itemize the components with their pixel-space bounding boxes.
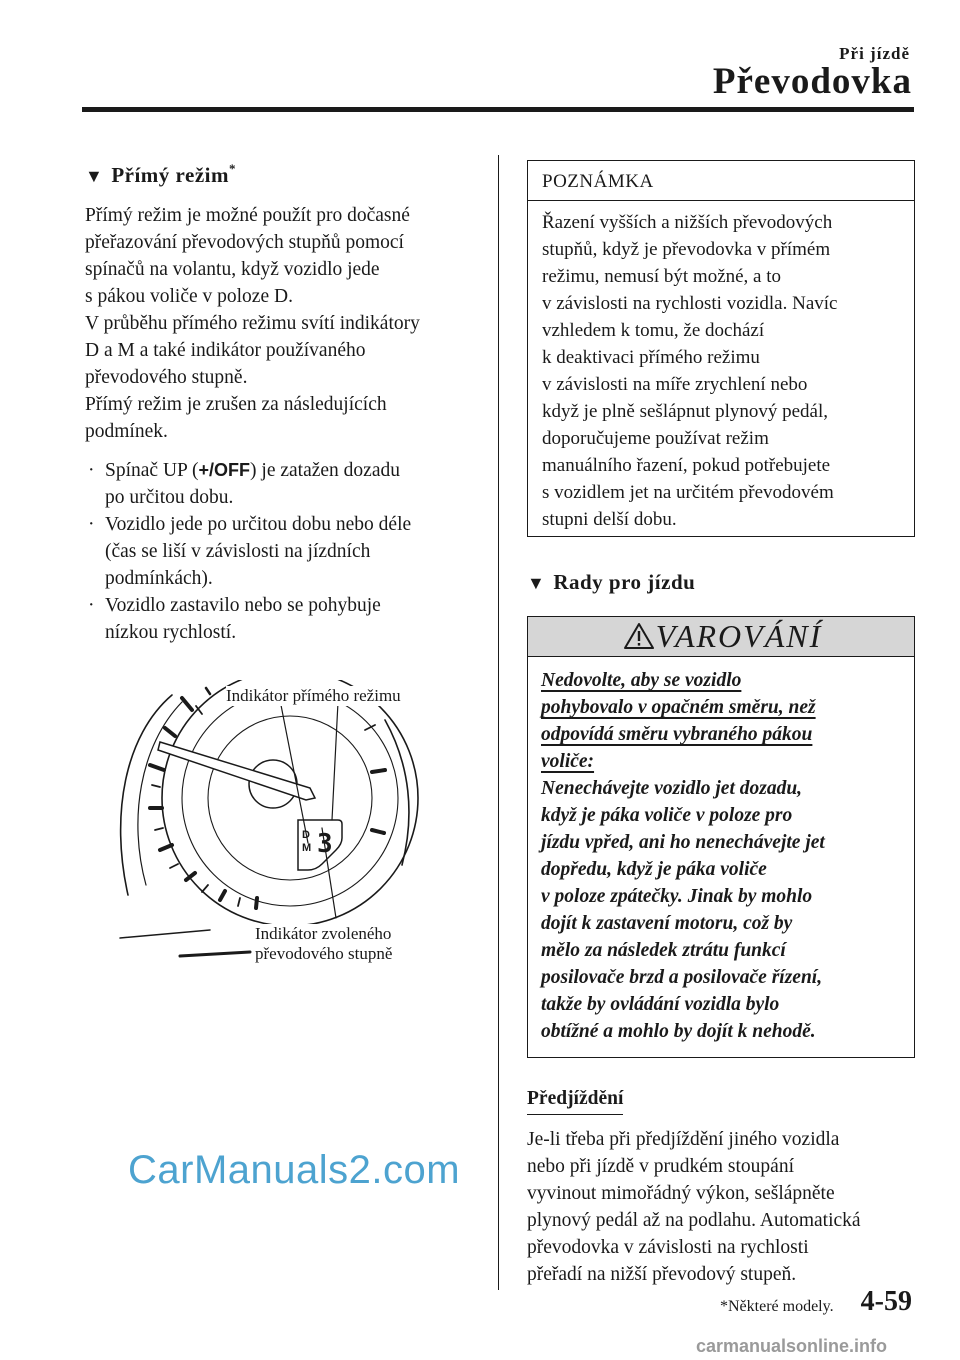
direct-mode-indicator-label: Indikátor přímého režimu bbox=[226, 686, 401, 705]
note-body bbox=[528, 201, 914, 533]
text-line: s vozidlem jet na určitém převodovém bbox=[542, 482, 834, 503]
text-line: když je plně sešlápnut plynový pedál, bbox=[542, 401, 828, 422]
warning-emphasis-line: Nedovolte, aby se vozidlo bbox=[541, 670, 742, 691]
warning-line: takže by ovládání vozidla bylo bbox=[541, 994, 780, 1015]
bullet-dot-icon: · bbox=[88, 460, 95, 481]
left-column bbox=[85, 163, 480, 646]
plus-off-key-icon: +/OFF bbox=[198, 460, 251, 480]
warning-box bbox=[527, 616, 915, 1058]
chapter-title: Převodovka bbox=[712, 61, 912, 102]
warning-emphasis-line: odpovídá směru vybraného pákou bbox=[541, 724, 813, 745]
text-line: stupňů, když je převodovka v přímém bbox=[542, 239, 831, 260]
text-line: převodového stupně. bbox=[85, 367, 248, 388]
bullet-text: po určitou dobu. bbox=[105, 487, 234, 508]
bullet-text: podmínkách). bbox=[105, 568, 213, 589]
text-line: v závislosti na míře zrychlení nebo bbox=[542, 374, 808, 395]
triangle-marker-icon: ▼ bbox=[527, 573, 546, 593]
text-line: v závislosti na rychlosti vozidla. Navíc bbox=[542, 293, 838, 314]
gear-indicator-label-line2: převodového stupně bbox=[255, 944, 393, 963]
bullet-dot-icon: · bbox=[88, 514, 95, 535]
footnote: *Některé modely. bbox=[720, 1298, 834, 1315]
warning-line: jízdu vpřed, ani ho nenechávejte jet bbox=[541, 832, 825, 853]
text-line: D a M a také indikátor používaného bbox=[85, 340, 366, 361]
text-line: stupni delší dobu. bbox=[542, 509, 677, 530]
cancel-conditions-list bbox=[85, 457, 480, 646]
text-line: převodovka v závislosti na rychlosti bbox=[527, 1237, 809, 1258]
text-line: Přímý režim je možné použít pro dočasné bbox=[85, 205, 410, 226]
bullet-text: ) je zatažen dozadu bbox=[250, 460, 400, 481]
gear-indicator-label-line1: Indikátor zvoleného bbox=[255, 924, 392, 943]
bullet-text: Vozidlo jede po určitou dobu nebo déle bbox=[105, 514, 412, 535]
triangle-marker-icon: ▼ bbox=[85, 166, 104, 186]
text-line: manuálního řazení, pokud potřebujete bbox=[542, 455, 831, 476]
warning-line: v poloze zpátečky. Jinak by mohlo bbox=[541, 886, 813, 907]
direct-mode-heading bbox=[85, 163, 480, 188]
text-line: doporučujeme používat režim bbox=[542, 428, 769, 449]
warning-line: obtížné a mohlo by dojít k nehodě. bbox=[541, 1021, 816, 1042]
text-line: vyvinout mimořádný výkon, sešlápněte bbox=[527, 1183, 835, 1204]
direct-mode-paragraph bbox=[85, 202, 480, 445]
warning-line: dojít k zastavení motoru, což by bbox=[541, 913, 793, 934]
text-line: plynový pedál až na podlahu. Automatická bbox=[527, 1210, 861, 1231]
driving-tips-heading bbox=[527, 570, 695, 595]
text-line: vzhledem k tomu, že dochází bbox=[542, 320, 765, 341]
watermark-logo: CarManuals2.com bbox=[128, 1148, 461, 1192]
warning-body bbox=[528, 657, 914, 1045]
warning-emphasis-line: pohybovalo v opačném směru, než bbox=[541, 697, 816, 718]
text-line: nebo při jízdě v prudkém stoupání bbox=[527, 1156, 794, 1177]
warning-line: dopředu, když je páka voliče bbox=[541, 859, 767, 880]
list-item bbox=[85, 592, 480, 646]
speedometer-drawing bbox=[110, 680, 450, 965]
bullet-text: nízkou rychlostí. bbox=[105, 622, 237, 643]
text-line: spínačů na volantu, když vozidlo jede bbox=[85, 259, 380, 280]
watermark-footer: carmanualsonline.info bbox=[696, 1336, 888, 1356]
m-indicator-icon: M bbox=[302, 842, 312, 854]
bullet-text: Vozidlo zastavilo nebo se pohybuje bbox=[105, 595, 381, 616]
header-rule bbox=[82, 107, 914, 112]
text-line: V průběhu přímého režimu svítí indikátory bbox=[85, 313, 420, 334]
warning-line: když je páka voliče v poloze pro bbox=[541, 805, 793, 826]
gear-digit: 3 bbox=[317, 829, 333, 859]
text-line: Přímý režim je zrušen za následujících bbox=[85, 394, 387, 415]
warning-line: mělo za následek ztrátu funkcí bbox=[541, 940, 786, 961]
overtaking-heading: Předjíždění bbox=[527, 1088, 623, 1115]
text-line: přeřazování převodových stupňů pomocí bbox=[85, 232, 404, 253]
instrument-cluster-illustration bbox=[110, 680, 450, 965]
note-title: POZNÁMKA bbox=[528, 161, 914, 201]
bullet-text: Spínač UP ( bbox=[105, 460, 199, 481]
footnote-mark: * bbox=[228, 161, 236, 176]
heading-text: Přímý režim bbox=[111, 163, 229, 187]
warning-triangle-icon bbox=[623, 622, 655, 650]
column-divider bbox=[498, 155, 499, 1290]
d-indicator-icon: D bbox=[302, 829, 310, 841]
page-number: 4-59 bbox=[860, 1286, 912, 1317]
text-line: přeřadí na nižší převodový stupeň. bbox=[527, 1264, 797, 1285]
text-line: režimu, nemusí být možné, a to bbox=[542, 266, 782, 287]
list-item bbox=[85, 457, 480, 511]
warning-line: Nenechávejte vozidlo jet dozadu, bbox=[541, 778, 803, 799]
warning-emphasis-line: voliče: bbox=[541, 751, 595, 772]
text-line: Řazení vyšších a nižších převodových bbox=[542, 212, 833, 233]
bullet-text: (čas se liší v závislosti na jízdních bbox=[105, 541, 371, 562]
list-item bbox=[85, 511, 480, 592]
warning-header bbox=[528, 617, 914, 657]
heading-text: Rady pro jízdu bbox=[553, 570, 696, 594]
bullet-dot-icon: · bbox=[88, 595, 95, 616]
text-line: k deaktivaci přímého režimu bbox=[542, 347, 760, 368]
warning-title: VAROVÁNÍ bbox=[655, 618, 823, 654]
text-line: Je-li třeba při předjíždění jiného vozidla bbox=[527, 1129, 840, 1150]
note-box bbox=[527, 160, 915, 537]
section-label: Při jízdě bbox=[839, 44, 910, 63]
warning-line: posilovače brzd a posilovače řízení, bbox=[541, 967, 823, 988]
text-line: s pákou voliče v poloze D. bbox=[85, 286, 293, 307]
overtaking-paragraph bbox=[527, 1126, 927, 1288]
text-line: podmínek. bbox=[85, 421, 168, 442]
